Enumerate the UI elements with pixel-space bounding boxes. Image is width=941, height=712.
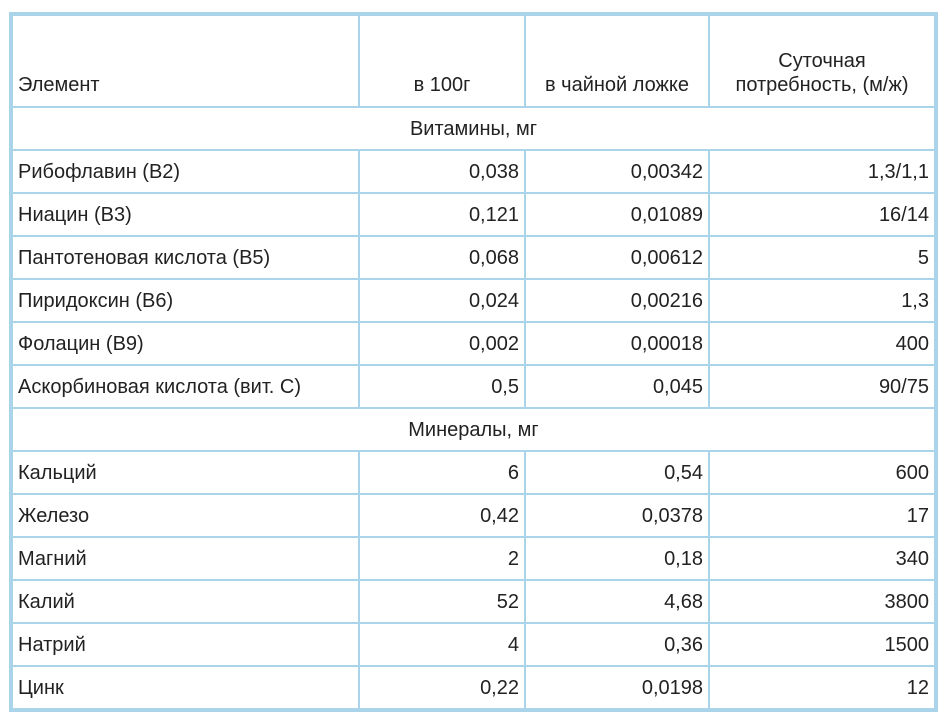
cell-per-100g: 0,22	[360, 667, 524, 708]
cell-element: Рибофлавин (B2)	[13, 151, 358, 192]
section-header-row	[13, 409, 934, 450]
cell-daily-need: 16/14	[710, 194, 934, 235]
cell-daily-need: 3800	[710, 581, 934, 622]
cell-teaspoon: 0,0378	[526, 495, 708, 536]
table-row	[13, 151, 934, 192]
header-per-100g: в 100г	[360, 16, 524, 106]
cell-teaspoon: 0,54	[526, 452, 708, 493]
cell-per-100g: 0,002	[360, 323, 524, 364]
cell-teaspoon: 0,045	[526, 366, 708, 407]
table-row	[13, 495, 934, 536]
cell-element: Калий	[13, 581, 358, 622]
cell-element: Кальций	[13, 452, 358, 493]
section-header-row	[13, 108, 934, 149]
table-row	[13, 237, 934, 278]
cell-per-100g: 6	[360, 452, 524, 493]
cell-daily-need: 90/75	[710, 366, 934, 407]
header-teaspoon: в чайной ложке	[526, 16, 708, 106]
table-row	[13, 194, 934, 235]
section-title: Минералы, мг	[13, 409, 934, 450]
header-daily-need-line1: Суточная	[778, 50, 866, 72]
cell-element: Цинк	[13, 667, 358, 708]
cell-teaspoon: 0,01089	[526, 194, 708, 235]
nutrition-table-container	[9, 12, 938, 712]
cell-teaspoon: 0,00018	[526, 323, 708, 364]
cell-daily-need: 340	[710, 538, 934, 579]
cell-daily-need: 5	[710, 237, 934, 278]
table-row	[13, 366, 934, 407]
cell-daily-need: 1,3/1,1	[710, 151, 934, 192]
cell-per-100g: 52	[360, 581, 524, 622]
header-daily-need-line2: потребность, (м/ж)	[735, 74, 909, 96]
header-daily-need	[710, 16, 934, 106]
cell-daily-need: 12	[710, 667, 934, 708]
cell-daily-need: 600	[710, 452, 934, 493]
cell-per-100g: 0,024	[360, 280, 524, 321]
table-row	[13, 624, 934, 665]
cell-element: Натрий	[13, 624, 358, 665]
cell-per-100g: 4	[360, 624, 524, 665]
cell-element: Ниацин (B3)	[13, 194, 358, 235]
cell-per-100g: 0,5	[360, 366, 524, 407]
cell-per-100g: 0,038	[360, 151, 524, 192]
cell-daily-need: 1500	[710, 624, 934, 665]
cell-teaspoon: 0,00342	[526, 151, 708, 192]
cell-element: Фолацин (B9)	[13, 323, 358, 364]
section-title: Витамины, мг	[13, 108, 934, 149]
cell-teaspoon: 4,68	[526, 581, 708, 622]
cell-teaspoon: 0,00612	[526, 237, 708, 278]
cell-per-100g: 0,068	[360, 237, 524, 278]
cell-daily-need: 17	[710, 495, 934, 536]
cell-daily-need: 1,3	[710, 280, 934, 321]
table-header-row	[13, 16, 934, 106]
cell-teaspoon: 0,00216	[526, 280, 708, 321]
cell-teaspoon: 0,18	[526, 538, 708, 579]
table-row	[13, 538, 934, 579]
cell-element: Магний	[13, 538, 358, 579]
nutrition-table	[11, 14, 936, 710]
cell-element: Аскорбиновая кислота (вит. C)	[13, 366, 358, 407]
header-element: Элемент	[13, 16, 358, 106]
table-row	[13, 667, 934, 708]
cell-element: Пиридоксин (B6)	[13, 280, 358, 321]
table-body	[13, 16, 934, 708]
cell-element: Железо	[13, 495, 358, 536]
table-row	[13, 581, 934, 622]
table-row	[13, 280, 934, 321]
cell-per-100g: 0,121	[360, 194, 524, 235]
cell-per-100g: 0,42	[360, 495, 524, 536]
table-row	[13, 323, 934, 364]
table-row	[13, 452, 934, 493]
cell-daily-need: 400	[710, 323, 934, 364]
cell-teaspoon: 0,0198	[526, 667, 708, 708]
cell-teaspoon: 0,36	[526, 624, 708, 665]
cell-per-100g: 2	[360, 538, 524, 579]
cell-element: Пантотеновая кислота (B5)	[13, 237, 358, 278]
